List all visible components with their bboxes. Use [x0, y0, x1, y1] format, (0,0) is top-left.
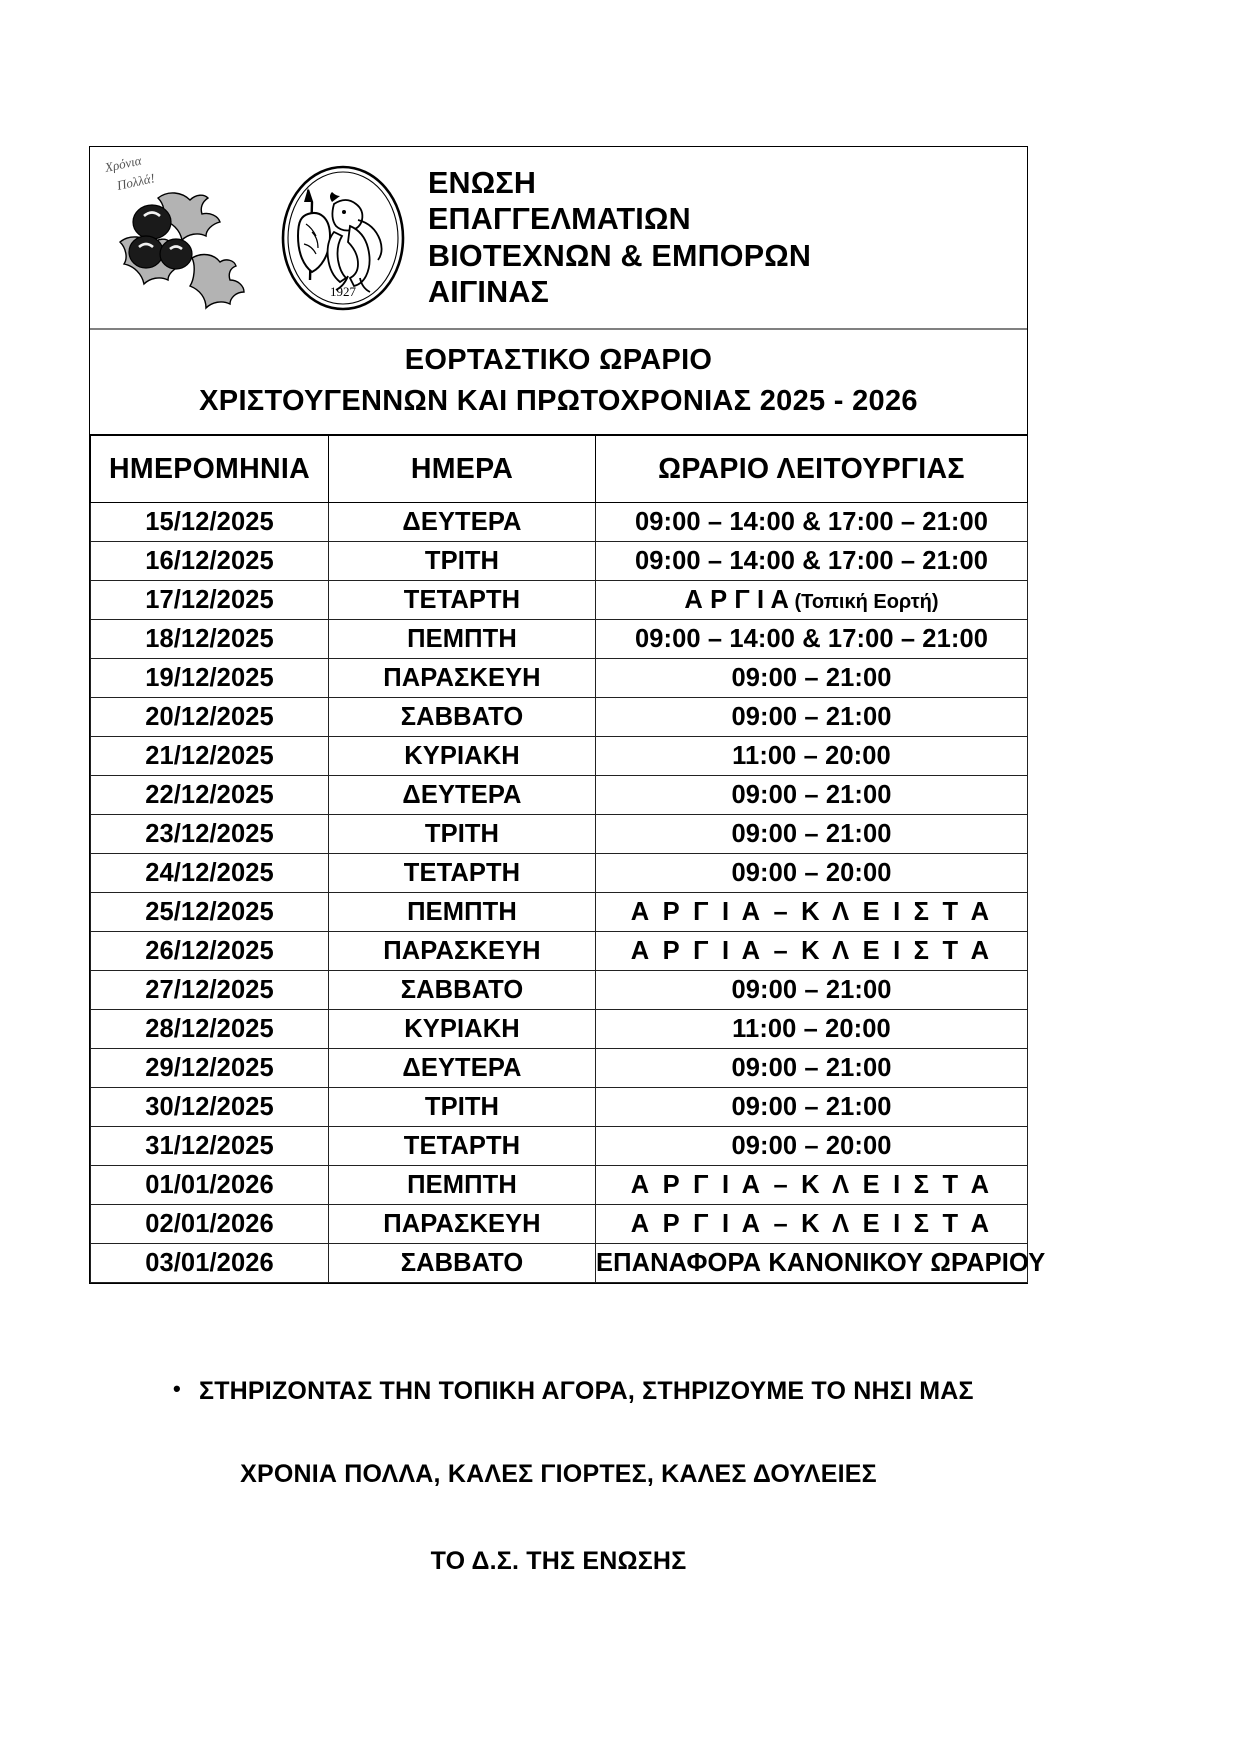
- cell-day: ΤΡΙΤΗ: [329, 542, 596, 581]
- footer-signature: ΤΟ Δ.Σ. ΤΗΣ ΕΝΩΣΗΣ: [430, 1547, 687, 1575]
- cell-hours: [596, 1205, 1028, 1244]
- cell-day: ΣΑΒΒΑΤΟ: [329, 1244, 596, 1283]
- table-row: [91, 971, 1028, 1010]
- table-row: [91, 542, 1028, 581]
- holiday-hours-table: [90, 435, 1046, 1283]
- table-row: [91, 581, 1028, 620]
- cell-date: 18/12/2025: [91, 620, 329, 659]
- cell-hours: [596, 893, 1028, 932]
- closed-holiday-label: Α Ρ Γ Ι Α – Κ Λ Ε Ι Σ Τ Α: [630, 1209, 993, 1238]
- cell-day: ΤΡΙΤΗ: [329, 1088, 596, 1127]
- cell-hours: 09:00 – 21:00: [596, 698, 1028, 737]
- cell-date: 02/01/2026: [91, 1205, 329, 1244]
- table-row: [91, 1205, 1028, 1244]
- table-row: [91, 1127, 1028, 1166]
- cell-hours: 09:00 – 14:00 & 17:00 – 21:00: [596, 542, 1028, 581]
- closed-holiday-label: Α Ρ Γ Ι Α – Κ Λ Ε Ι Σ Τ Α: [630, 936, 993, 965]
- cell-day: ΤΡΙΤΗ: [329, 815, 596, 854]
- document-frame: [89, 146, 1046, 1284]
- cell-day: ΣΑΒΒΑΤΟ: [329, 971, 596, 1010]
- table-body: [91, 503, 1046, 1283]
- cell-day: ΣΑΒΒΑΤΟ: [329, 698, 596, 737]
- column-header-date: ΗΜΕΡΟΜΗΝΙΑ: [91, 436, 329, 503]
- cell-day: ΠΕΜΠΤΗ: [329, 893, 596, 932]
- title-line-1: ΕΟΡΤΑΣΤΙΚΟ ΩΡΑΡΙΟ: [404, 344, 713, 376]
- cell-hours: [596, 1166, 1028, 1205]
- table-row: [91, 659, 1028, 698]
- cell-day: ΠΑΡΑΣΚΕΥΗ: [329, 1205, 596, 1244]
- cell-date: 25/12/2025: [91, 893, 329, 932]
- cell-day: ΤΕΤΑΡΤΗ: [329, 1127, 596, 1166]
- cell-day: ΔΕΥΤΕΡΑ: [329, 503, 596, 542]
- column-header-hours: ΩΡΑΡΙΟ ΛΕΙΤΟΥΡΓΙΑΣ: [596, 436, 1028, 503]
- table-row: [91, 776, 1028, 815]
- cell-hours: [596, 581, 1028, 620]
- cell-day: ΤΕΤΑΡΤΗ: [329, 581, 596, 620]
- footer-bullet-text: ΣΤΗΡΙΖΟΝΤΑΣ ΤΗΝ ΤΟΠΙΚΗ ΑΓΟΡΑ, ΣΤΗΡΙΖΟΥΜΕ ΤΟ ΝΗΣΙ ΜΑΣ: [199, 1377, 974, 1405]
- cell-day: ΠΑΡΑΣΚΕΥΗ: [329, 659, 596, 698]
- table-row: [91, 815, 1028, 854]
- org-name-line-4: ΑΙΓΙΝΑΣ: [428, 274, 550, 309]
- cell-date: 19/12/2025: [91, 659, 329, 698]
- table-row: [91, 698, 1028, 737]
- cell-hours: 09:00 – 14:00 & 17:00 – 21:00: [596, 620, 1028, 659]
- footer-bullet-line: [89, 1377, 1028, 1406]
- cell-date: 16/12/2025: [91, 542, 329, 581]
- table-row: [91, 503, 1028, 542]
- cell-date: 17/12/2025: [91, 581, 329, 620]
- table-row: [91, 620, 1028, 659]
- cell-hours: 09:00 – 20:00: [596, 1127, 1028, 1166]
- cell-hours: 09:00 – 21:00: [596, 971, 1028, 1010]
- cell-date: 27/12/2025: [91, 971, 329, 1010]
- footer-wishes: ΧΡΟΝΙΑ ΠΟΛΛΑ, ΚΑΛΕΣ ΓΙΟΡΤΕΣ, ΚΑΛΕΣ ΔΟΥΛΕΙΕΣ: [240, 1460, 877, 1488]
- org-name-line-1: ΕΝΩΣΗ: [428, 165, 537, 200]
- cell-day: ΠΕΜΠΤΗ: [329, 620, 596, 659]
- table-header-row: [91, 436, 1028, 503]
- cell-day: ΤΕΤΑΡΤΗ: [329, 854, 596, 893]
- document-title: [90, 330, 1027, 435]
- cell-day: ΠΑΡΑΣΚΕΥΗ: [329, 932, 596, 971]
- closed-holiday-label: Α Ρ Γ Ι Α – Κ Λ Ε Ι Σ Τ Α: [630, 1170, 993, 1199]
- cell-hours: ΕΠΑΝΑΦΟΡΑ ΚΑΝΟΝΙΚΟΥ ΩΡΑΡΙΟΥ: [596, 1244, 1028, 1283]
- cell-hours: 11:00 – 20:00: [596, 737, 1028, 776]
- closed-holiday-label: Α Ρ Γ Ι Α – Κ Λ Ε Ι Σ Τ Α: [630, 897, 993, 926]
- cell-day: ΚΥΡΙΑΚΗ: [329, 737, 596, 776]
- holiday-label: Α Ρ Γ Ι Α: [684, 585, 789, 614]
- cell-date: 21/12/2025: [91, 737, 329, 776]
- cell-hours: 09:00 – 14:00 & 17:00 – 21:00: [596, 503, 1028, 542]
- org-name-line-2: ΕΠΑΓΓΕΛΜΑΤΙΩΝ: [428, 202, 691, 237]
- cell-date: 24/12/2025: [91, 854, 329, 893]
- cell-date: 15/12/2025: [91, 503, 329, 542]
- table-row: [91, 932, 1028, 971]
- cell-hours: [596, 932, 1028, 971]
- cell-hours: 09:00 – 21:00: [596, 1049, 1028, 1088]
- footer-notes: [89, 1377, 1028, 1576]
- table-row: [91, 854, 1028, 893]
- holly-greeting-line2: Πολλά!: [115, 169, 157, 193]
- cell-day: ΔΕΥΤΕΡΑ: [329, 776, 596, 815]
- bullet-icon: •: [173, 1376, 181, 1401]
- organization-name: [418, 165, 1027, 310]
- cell-date: 22/12/2025: [91, 776, 329, 815]
- holly-greeting-line1: Χρόνια: [103, 152, 143, 175]
- cell-hours: 09:00 – 20:00: [596, 854, 1028, 893]
- cell-date: 23/12/2025: [91, 815, 329, 854]
- table-row: [91, 1010, 1028, 1049]
- cell-date: 20/12/2025: [91, 698, 329, 737]
- table-row: [91, 1244, 1028, 1283]
- cell-date: 01/01/2026: [91, 1166, 329, 1205]
- header-band: [90, 147, 1027, 330]
- cell-hours: 09:00 – 21:00: [596, 815, 1028, 854]
- cell-day: ΠΕΜΠΤΗ: [329, 1166, 596, 1205]
- cell-date: 29/12/2025: [91, 1049, 329, 1088]
- table-row: [91, 1166, 1028, 1205]
- emblem-year-label: 1927: [330, 283, 356, 299]
- cell-date: 28/12/2025: [91, 1010, 329, 1049]
- column-header-day: ΗΜΕΡΑ: [329, 436, 596, 503]
- cell-day: ΚΥΡΙΑΚΗ: [329, 1010, 596, 1049]
- cell-hours: 09:00 – 21:00: [596, 776, 1028, 815]
- cell-date: 30/12/2025: [91, 1088, 329, 1127]
- org-name-line-3: ΒΙΟΤΕΧΝΩΝ & ΕΜΠΟΡΩΝ: [428, 238, 812, 273]
- table-row: [91, 893, 1028, 932]
- table-row: [91, 1049, 1028, 1088]
- cell-date: 31/12/2025: [91, 1127, 329, 1166]
- cell-date: 03/01/2026: [91, 1244, 329, 1283]
- cell-hours: 11:00 – 20:00: [596, 1010, 1028, 1049]
- holiday-note: (Τοπική Εορτή): [788, 590, 939, 613]
- title-line-2: ΧΡΙΣΤΟΥΓΕΝΝΩΝ ΚΑΙ ΠΡΩΤΟΧΡΟΝΙΑΣ 2025 - 2026: [199, 385, 918, 418]
- table-row: [91, 1088, 1028, 1127]
- cell-date: 26/12/2025: [91, 932, 329, 971]
- cell-hours: 09:00 – 21:00: [596, 1088, 1028, 1127]
- association-emblem: [268, 158, 418, 318]
- cell-day: ΔΕΥΤΕΡΑ: [329, 1049, 596, 1088]
- table-row: [91, 737, 1028, 776]
- holly-berries-decoration: [96, 150, 268, 326]
- cell-hours: 09:00 – 21:00: [596, 659, 1028, 698]
